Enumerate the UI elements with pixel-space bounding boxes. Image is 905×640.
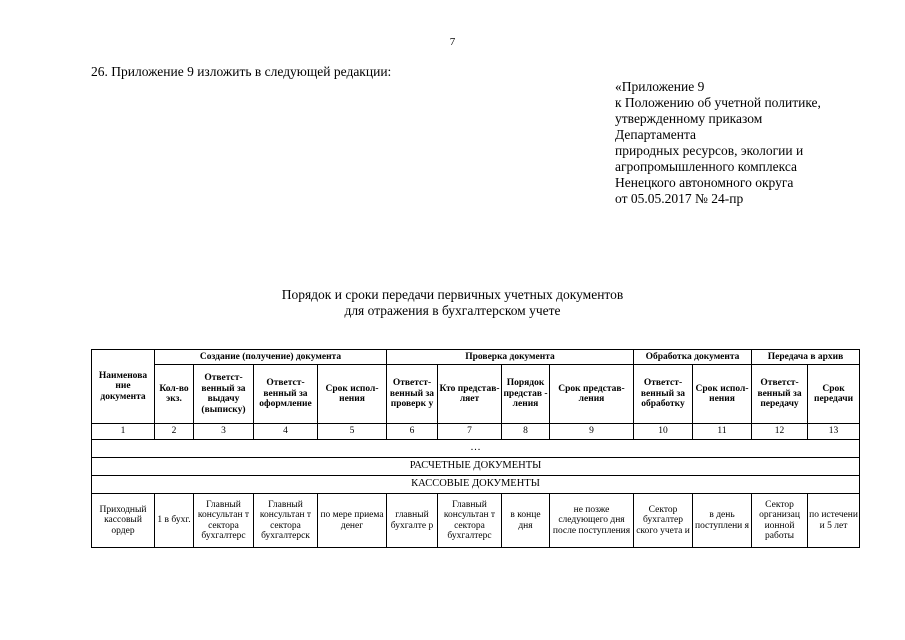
column-number: 9: [550, 424, 634, 440]
subheader-issuer: Ответст-венный за выдачу (выписку): [194, 365, 254, 424]
title-line: Порядок и сроки передачи первичных учетных документов: [281, 287, 624, 302]
header-document-name: Наименова ние документа: [92, 350, 155, 424]
cell-procedure: в конце дня: [502, 494, 550, 548]
section-cash-documents: КАССОВЫЕ ДОКУМЕНТЫ: [92, 476, 860, 494]
cell-copies: 1 в бухг.: [155, 494, 194, 548]
appendix-line: «Приложение 9: [615, 79, 705, 94]
column-number: 2: [155, 424, 194, 440]
appendix-reference: [615, 79, 821, 207]
group-header-check: Проверка документа: [387, 350, 634, 365]
appendix-line: агропромышленного комплекса: [615, 159, 797, 174]
column-number: 6: [387, 424, 438, 440]
appendix-line: Ненецкого автономного округа: [615, 175, 794, 190]
subheader-deadline: Срок испол-нения: [318, 365, 387, 424]
subheader-submit-deadline: Срок представ-ления: [550, 365, 634, 424]
column-number: 12: [752, 424, 808, 440]
subheader-checker: Ответст-венный за проверк у: [387, 365, 438, 424]
subheader-processing-deadline: Срок испол-нения: [693, 365, 752, 424]
column-number: 10: [634, 424, 693, 440]
cell-checker: главный бухгалте р: [387, 494, 438, 548]
appendix-line: от 05.05.2017 № 24-пр: [615, 191, 744, 206]
column-number: 8: [502, 424, 550, 440]
column-number: 5: [318, 424, 387, 440]
appendix-line: утвержденному приказом: [615, 111, 763, 126]
subheader-archive-deadline: Срок передачи: [808, 365, 860, 424]
group-header-archive: Передача в архив: [752, 350, 860, 365]
column-number: 4: [254, 424, 318, 440]
cell-processing-deadline: в день поступлени я: [693, 494, 752, 548]
ellipsis-row: …: [92, 440, 860, 458]
group-header-creation: Создание (получение) документа: [155, 350, 387, 365]
documents-table: [91, 349, 860, 548]
page-number: 7: [449, 36, 456, 48]
column-number: 1: [92, 424, 155, 440]
appendix-line: природных ресурсов, экологии и: [615, 143, 804, 158]
cell-submit-deadline: не позже следующего дня после поступления: [550, 494, 634, 548]
cell-document-name: Приходный кассовый ордер: [92, 494, 155, 548]
cell-submitter: Главный консультан т сектора бухгалтерс: [438, 494, 502, 548]
section-settlement-documents: РАСЧЕТНЫЕ ДОКУМЕНТЫ: [92, 458, 860, 476]
column-number: 3: [194, 424, 254, 440]
cell-processor: Сектор бухгалтер ского учета и: [634, 494, 693, 548]
appendix-line: Департамента: [615, 127, 697, 142]
item-paragraph: 26. Приложение 9 изложить в следующей редакции:: [91, 64, 392, 79]
subheader-archiver: Ответст-венный за передачу: [752, 365, 808, 424]
cell-preparer: Главный консультан т сектора бухгалтерск: [254, 494, 318, 548]
table-row: [92, 494, 860, 548]
document-title: [0, 287, 905, 319]
subheader-processor: Ответст-венный за обработку: [634, 365, 693, 424]
cell-issuer: Главный консультан т сектора бухгалтерс: [194, 494, 254, 548]
appendix-line: к Положению об учетной политике,: [615, 95, 821, 110]
subheader-procedure: Порядок представ - ления: [502, 365, 550, 424]
subheader-submitter: Кто представ-ляет: [438, 365, 502, 424]
subheader-preparer: Ответст-венный за оформление: [254, 365, 318, 424]
cell-deadline: по мере приема денег: [318, 494, 387, 548]
column-number: 13: [808, 424, 860, 440]
title-line: для отражения в бухгалтерском учете: [344, 303, 561, 318]
cell-archiver: Сектор организац ионной работы: [752, 494, 808, 548]
subheader-copies: Кол-во экз.: [155, 365, 194, 424]
column-number: 11: [693, 424, 752, 440]
column-number: 7: [438, 424, 502, 440]
cell-archive-deadline: по истечени и 5 лет: [808, 494, 860, 548]
group-header-processing: Обработка документа: [634, 350, 752, 365]
